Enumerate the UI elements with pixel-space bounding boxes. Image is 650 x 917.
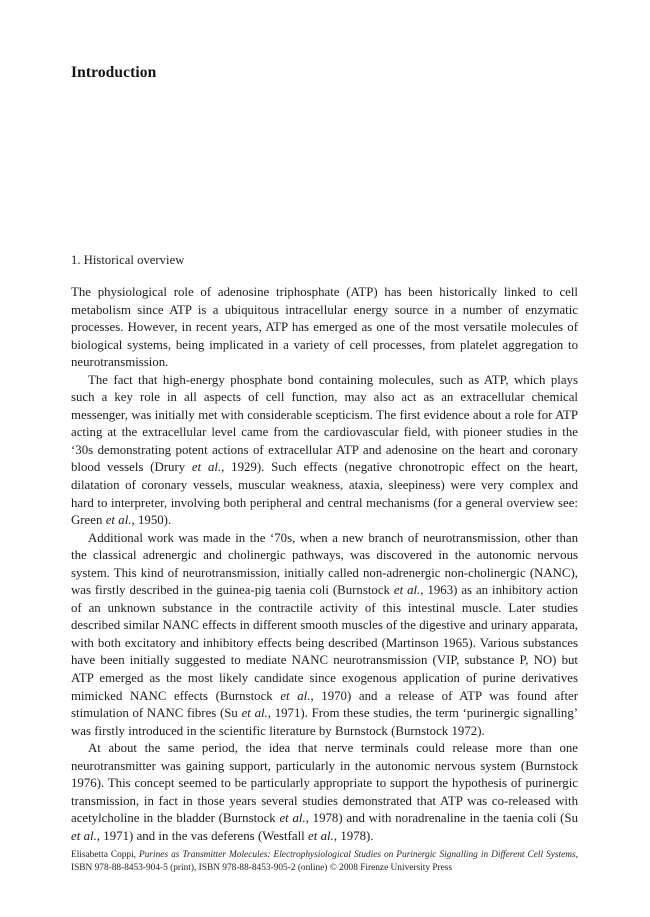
paragraph: Additional work was made in the ‘70s, when a new branch of neurotransmission, other than the classical adrenergic and cholinergic pathways, was discovered in the autonomic nervous system. This kind of neurotransmission, initially called non-adrenergic non-cholinergic (NANC), was firstly described in the guinea-pig taenia coli (Burnstock et al., 1963) as an inhibitory action of an unknown substance in the contractile activity of this intestinal muscle. Later studies described similar NANC effects in different smooth muscles of the digestive and urinary apparata, with both excitatory and inhibitory effects being described (Martinson 1965). Various substances have been initially suggested to mediate NANC neurotransmission (VIP, substance P, NO) but ATP emerged as the most likely candidate since exogenous application of purine derivatives mimicked NANC effects (Burnstock et al., 1970) and a release of ATP was found after stimulation of NANC fibres (Su et al., 1971). From these studies, the term ‘purinergic signalling’ was firstly introduced in the scientific literature by Burnstock (Burnstock 1972). <box>71 530 579 738</box>
paragraph: The fact that high-energy phosphate bond containing molecules, such as ATP, which plays such a key role in all aspects of cell function, may also act as an extracellular chemical messenger, was initially met with considerable scepticism. The first evidence about a role for ATP acting at the extracellular level came from the cardiovascular field, with pioneer studies in the ‘30s demonstrating potent actions of extracellular ATP and adenosine on the heart and coronary blood vessels (Drury et al., 1929). Such effects (negative chronotropic effect on the heart, dilatation of coronary vessels, muscular weakness, ataxia, sleepiness) were very complex and hard to interpreter, involving both peripheral and central mechanisms (for a general overview see: Green et al., 1950). <box>71 372 579 528</box>
section-heading: 1. Historical overview <box>71 253 185 267</box>
page-content <box>71 0 578 917</box>
paragraph-list <box>71 284 578 846</box>
paragraph: At about the same period, the idea that nerve terminals could release more than one neurotransmitter was gaining support, particularly in the autonomic nervous system (Burnstock 1976). This concept seemed to be particularly appropriate to support the hypothesis of purinergic transmission, in fact in those years several studies demonstrated that ATP was co-released with acetylcholine in the bladder (Burnstock et al., 1978) and with noradrenaline in the taenia coli (Su et al., 1971) and in the vas deferens (Westfall et al., 1978). <box>71 741 578 843</box>
paragraph: The physiological role of adenosine triphosphate (ATP) has been historically linked to cell metabolism since ATP is a ubiquitous intracellular energy source in a number of enzymatic processes. However, in recent years, ATP has emerged as one of the most versatile molecules of biological systems, being implicated in a variety of cell processes, from platelet aggregation to neurotransmission. <box>71 285 578 370</box>
body-text-block <box>71 253 578 846</box>
footer-citation: Elisabetta Coppi, Purines as Transmitter Molecules: Electrophysiological Studies on Purinergic Signalling in Different Cell Systems, ISBN 978-88-8453-904-5 (print), ISBN 978-88-8453-905-2 (online) © 2008 Firenze University Press <box>71 850 578 873</box>
chapter-title: Introduction <box>71 64 157 81</box>
